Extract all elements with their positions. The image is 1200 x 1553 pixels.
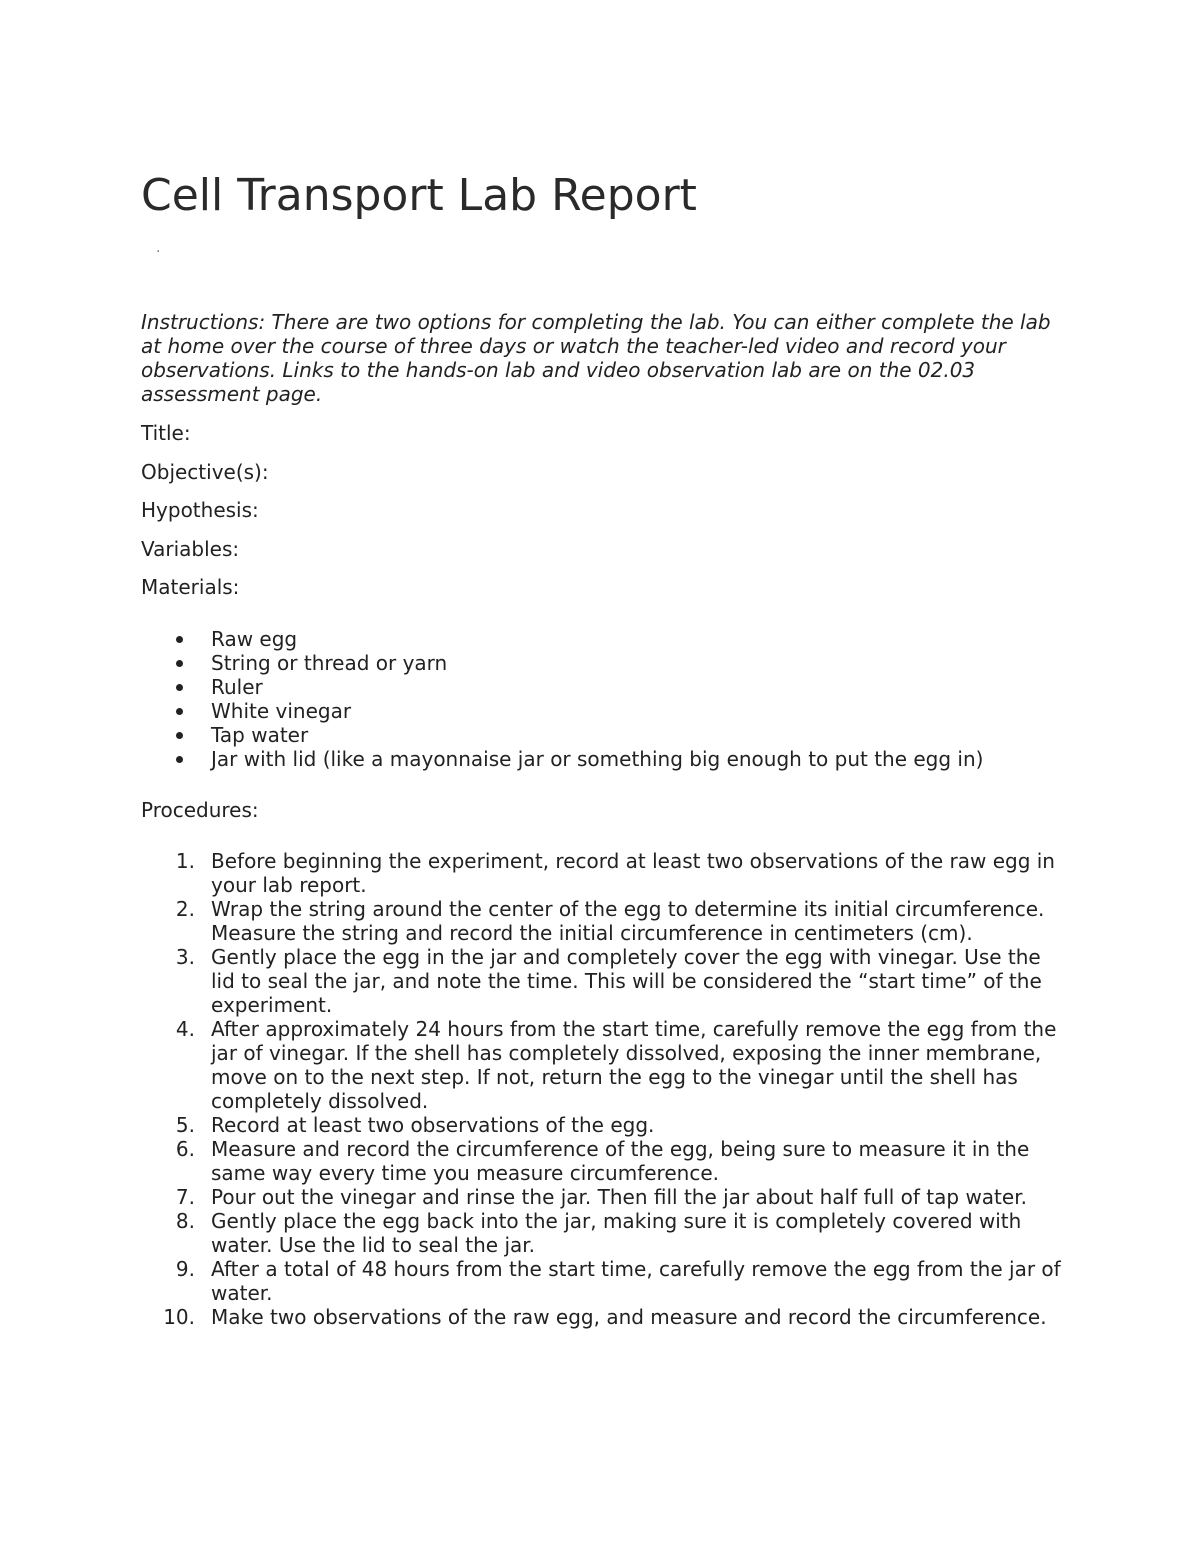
step-text: Record at least two observations of the egg. — [211, 1113, 655, 1137]
bullet-icon — [176, 708, 183, 715]
field-hypothesis: Hypothesis: — [141, 498, 259, 523]
material-label: White vinegar — [211, 699, 352, 723]
material-label: Jar with lid (like a mayonnaise jar or something big enough to put the egg in) — [211, 747, 984, 771]
material-label: String or thread or yarn — [211, 651, 448, 675]
field-objectives: Objective(s): — [141, 459, 269, 484]
material-label: Tap water — [211, 723, 309, 747]
step-text: After approximately 24 hours from the start time, carefully remove the egg from the jar of vinegar. If the shell has completely dissolved, exposing the inner membrane, move on to the next step. If not, return the egg to the vinegar until the shell has completely dissolved. — [211, 1017, 1057, 1113]
procedures-list — [141, 849, 1061, 1329]
materials-list — [141, 627, 983, 771]
step-number: 7. — [175, 1185, 195, 1209]
field-materials: Materials: — [141, 575, 240, 600]
step-number: 9. — [175, 1257, 195, 1281]
list-item — [141, 723, 983, 747]
step-number: 1. — [175, 849, 195, 873]
step-number: 10. — [163, 1305, 195, 1329]
step-text: Gently place the egg back into the jar, making sure it is completely covered with water. Use the lid to seal the jar. — [211, 1209, 1022, 1257]
bullet-icon — [176, 660, 183, 667]
instructions-paragraph: Instructions: There are two options for completing the lab. You can either complete the lab at home over the course of three days or watch the teacher-led video and record your observations. Links to the hands-on lab and video observation lab are on the 02.03 assessment page. — [141, 310, 1051, 406]
procedure-step — [141, 849, 1061, 897]
procedure-step — [141, 897, 1061, 945]
material-label: Raw egg — [211, 627, 298, 651]
step-text: Pour out the vinegar and rinse the jar. Then fill the jar about half full of tap water. — [211, 1185, 1027, 1209]
procedure-step — [141, 945, 1061, 1017]
document-title: Cell Transport Lab Report — [141, 170, 697, 221]
field-variables: Variables: — [141, 536, 240, 561]
list-item — [141, 747, 983, 771]
step-number: 5. — [175, 1113, 195, 1137]
step-text: Before beginning the experiment, record at least two observations of the raw egg in your lab report. — [211, 849, 1055, 897]
bullet-icon — [176, 636, 183, 643]
bullet-icon — [176, 732, 183, 739]
step-number: 6. — [175, 1137, 195, 1161]
procedure-step — [141, 1209, 1061, 1257]
step-number: 4. — [175, 1017, 195, 1041]
step-text: Measure and record the circumference of the egg, being sure to measure it in the same way every time you measure circumference. — [211, 1137, 1030, 1185]
step-text: Make two observations of the raw egg, and measure and record the circumference. — [211, 1305, 1047, 1329]
step-text: Wrap the string around the center of the egg to determine its initial circumference. Measure the string and record the initial circumference in centimeters (cm). — [211, 897, 1045, 945]
step-text: After a total of 48 hours from the start time, carefully remove the egg from the jar of water. — [211, 1257, 1061, 1305]
procedure-step — [141, 1257, 1061, 1305]
title-mark: . — [156, 240, 161, 256]
list-item — [141, 627, 983, 651]
list-item — [141, 651, 983, 675]
step-number: 8. — [175, 1209, 195, 1233]
bullet-icon — [176, 756, 183, 763]
list-item — [141, 699, 983, 723]
material-label: Ruler — [211, 675, 263, 699]
field-title: Title: — [141, 421, 191, 445]
procedure-step — [141, 1305, 1061, 1329]
procedure-step — [141, 1017, 1061, 1113]
step-number: 3. — [175, 945, 195, 969]
procedures-heading: Procedures: — [141, 798, 259, 822]
procedure-step — [141, 1137, 1061, 1185]
report-fields — [141, 421, 269, 614]
step-number: 2. — [175, 897, 195, 921]
procedure-step — [141, 1113, 1061, 1137]
bullet-icon — [176, 684, 183, 691]
list-item — [141, 675, 983, 699]
procedure-step — [141, 1185, 1061, 1209]
step-text: Gently place the egg in the jar and completely cover the egg with vinegar. Use the lid to seal the jar, and note the time. This will be considered the “start time” of the experiment. — [211, 945, 1042, 1017]
